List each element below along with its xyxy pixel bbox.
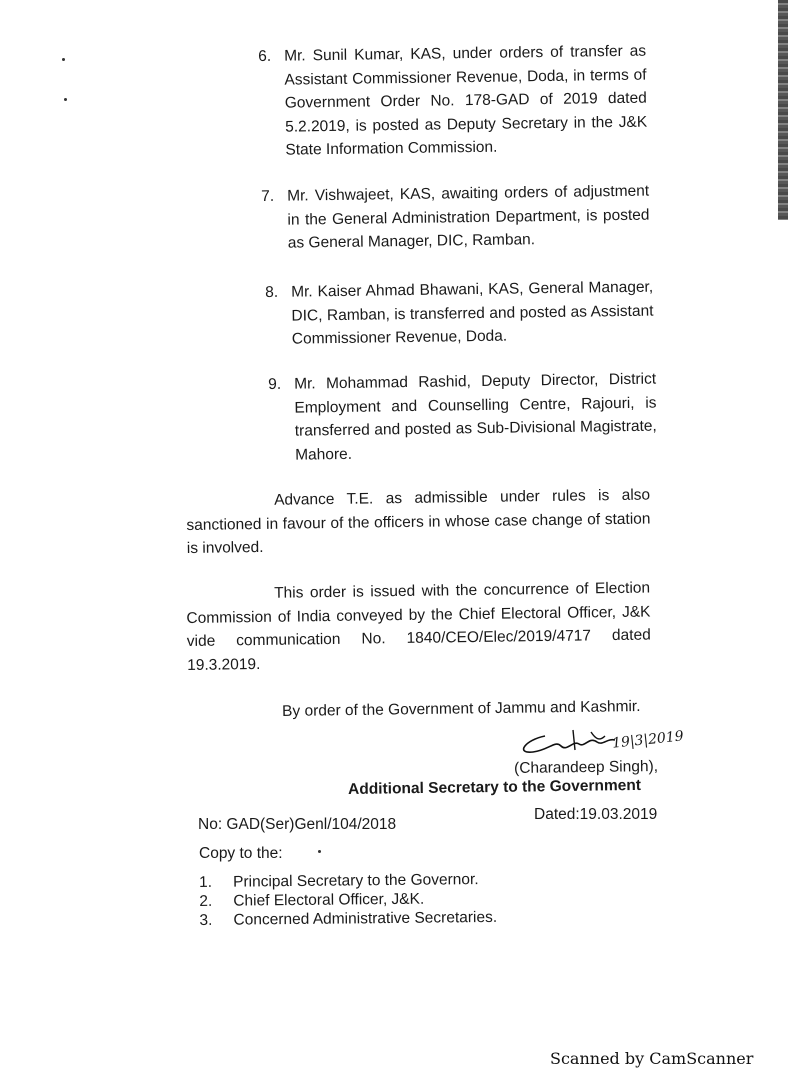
- copy-item-number: 3.: [199, 911, 213, 929]
- concurrence-text: This order is issued with the concurrence of Election Commission of India conveyed by the Chief Electoral Officer, J&K vide communication No. 1840/CEO/Elec/2019/4717 dated 19.3.2019.: [186, 579, 651, 674]
- scan-speck: [64, 98, 67, 101]
- copy-item-text: Principal Secretary to the Governor.: [233, 871, 479, 891]
- copy-item-number: 2.: [199, 892, 213, 910]
- order-number: No: GAD(Ser)Genl/104/2018: [198, 816, 397, 833]
- order-item-9: [268, 368, 657, 467]
- signer-name: (Charandeep Singh),: [514, 757, 659, 777]
- order-date: Dated:19.03.2019: [534, 806, 658, 823]
- scan-speck: [318, 850, 321, 853]
- scan-edge: [778, 0, 788, 220]
- item-number: 6.: [258, 47, 272, 65]
- item-number: 7.: [261, 187, 275, 205]
- advance-te-text: Advance T.E. as admissible under rules is also sanctioned in favour of the officers in whose case change of station is involved.: [186, 486, 651, 557]
- item-number: 8.: [265, 283, 279, 301]
- by-order-line: By order of the Government of Jammu and Kashmir.: [282, 697, 641, 720]
- item-text: Mr. Kaiser Ahmad Bhawani, KAS, General Manager, DIC, Ramban, is transferred and posted as Assistant Commissioner Revenue, Doda.: [291, 278, 654, 348]
- item-text: Mr. Vishwajeet, KAS, awaiting orders of adjustment in the General Administration Department, is posted as General Manager, DIC, Ramban.: [287, 182, 650, 252]
- order-item-8: [265, 276, 654, 352]
- order-item-6: [258, 40, 648, 163]
- signature-date: 19|3|2019: [611, 728, 685, 752]
- signer-designation: Additional Secretary to the Government: [348, 776, 642, 798]
- concurrence-paragraph: [186, 577, 651, 677]
- item-number: 9.: [268, 375, 282, 393]
- camscanner-watermark: Scanned by CamScanner: [550, 1049, 754, 1068]
- copy-item-number: 1.: [199, 873, 213, 891]
- advance-te-paragraph: [186, 484, 651, 561]
- item-text: Mr. Mohammad Rashid, Deputy Director, District Employment and Counselling Centre, Rajouri, is transferred and posted as Sub-Divisional Magistrate, Mahore.: [294, 370, 657, 464]
- copy-list: [199, 871, 498, 930]
- item-text: Mr. Sunil Kumar, KAS, under orders of transfer as Assistant Commissioner Revenue, Doda, in terms of Government Order No. 178-GAD of 2019 dated 5.2.2019, is posted as Deputy Secretary in the J&K State Information Commission.: [284, 42, 648, 159]
- copy-item-text: Concerned Administrative Secretaries.: [233, 908, 498, 929]
- order-item-7: [261, 180, 650, 256]
- copy-item-text: Chief Electoral Officer, J&K.: [233, 890, 425, 910]
- scan-speck: [62, 58, 65, 61]
- copy-to-label: Copy to the:: [199, 845, 283, 862]
